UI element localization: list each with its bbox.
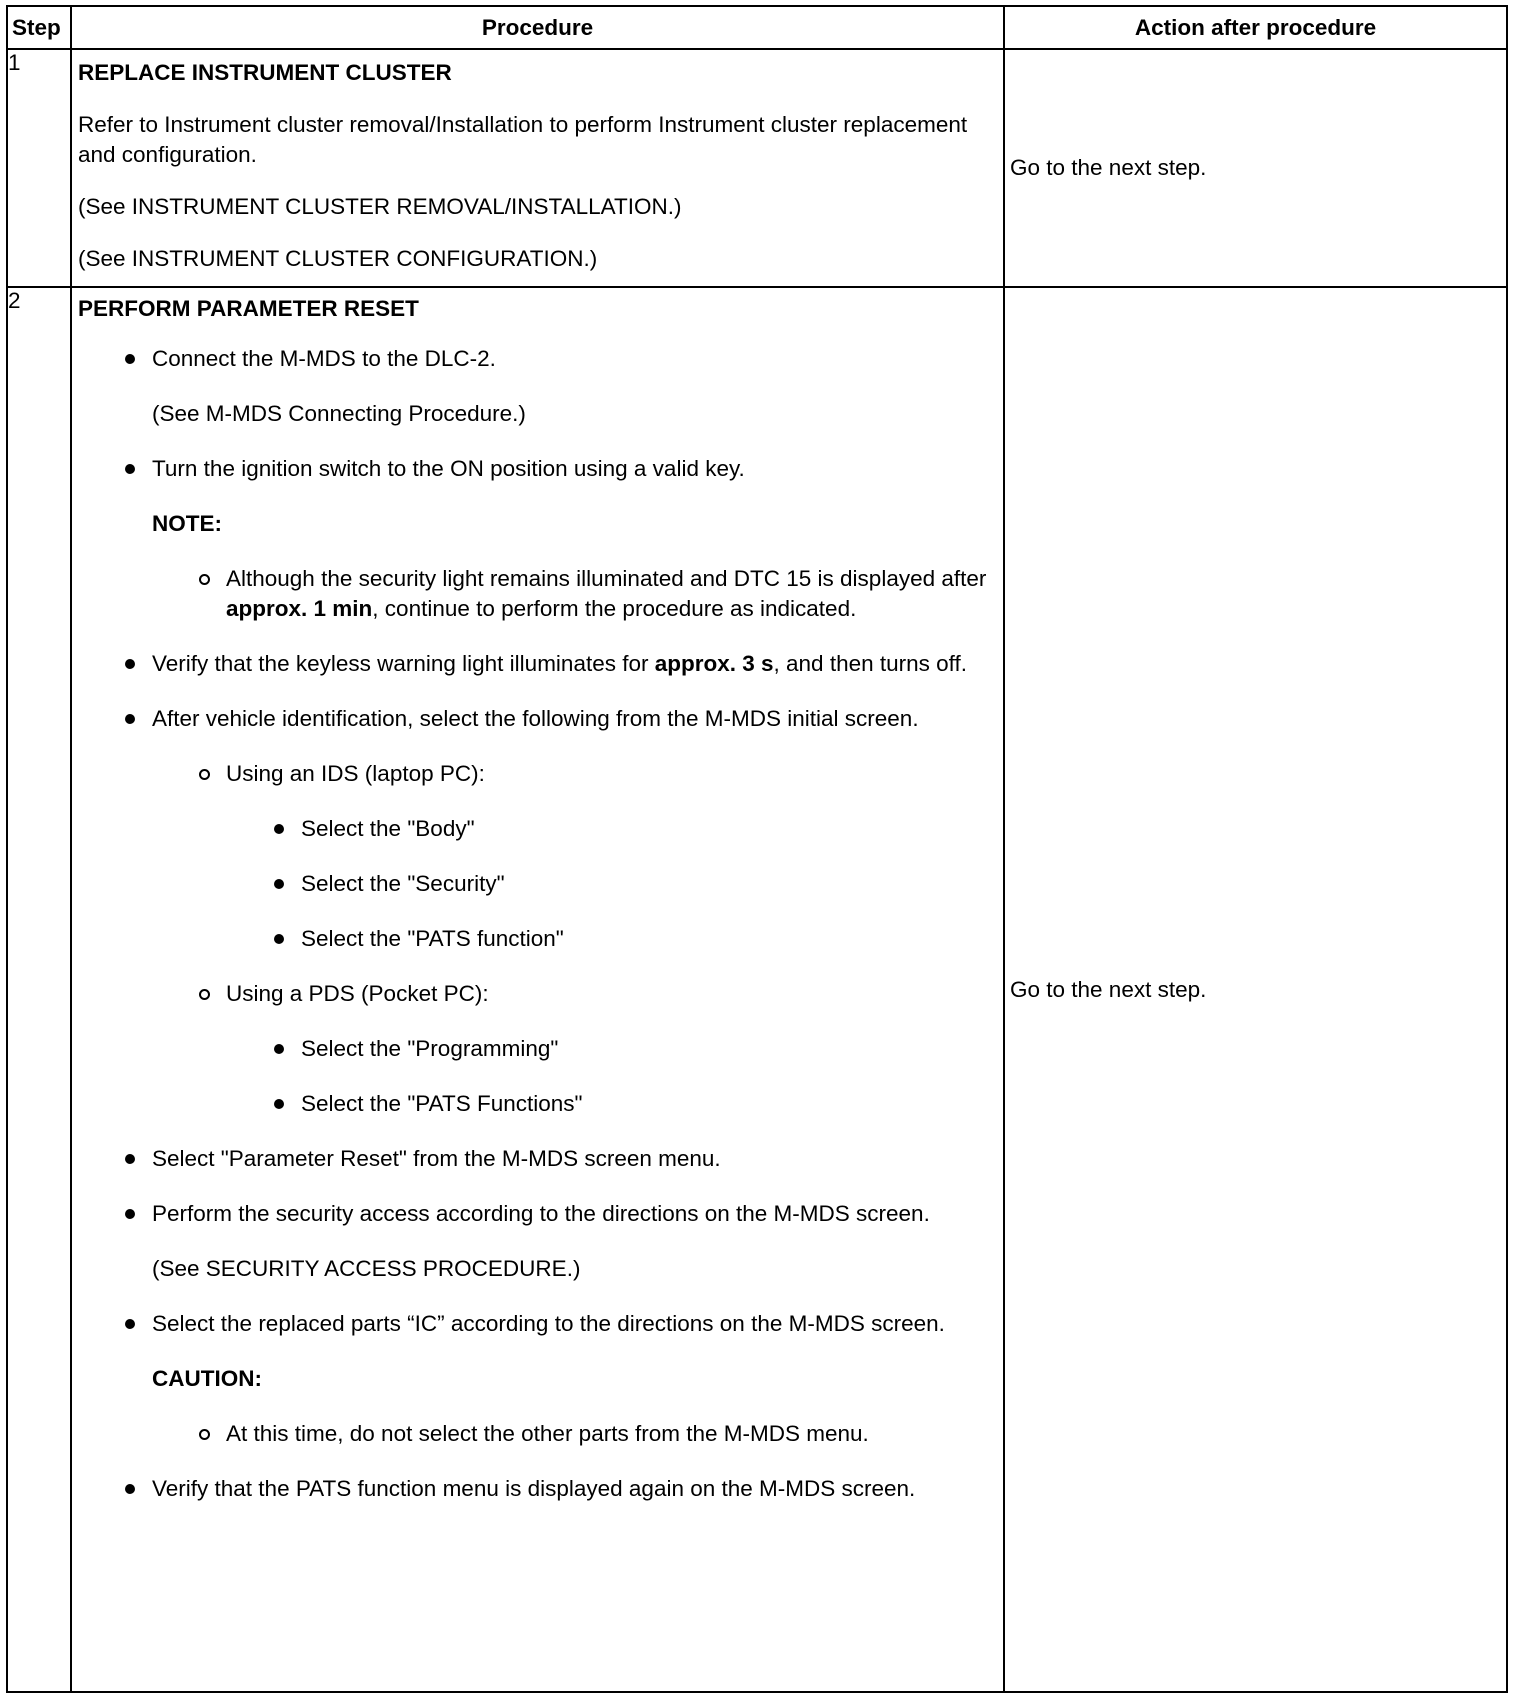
bullet-icon <box>274 1044 284 1054</box>
header-row <box>7 6 1507 49</box>
see-reference[interactable]: (See M-MDS Connecting Procedure.) <box>152 401 526 426</box>
header-step: Step <box>7 6 71 49</box>
see-reference[interactable]: (See INSTRUMENT CLUSTER REMOVAL/INSTALLATION.) <box>78 194 682 219</box>
bullet-icon <box>125 659 135 669</box>
list-item: Connect the M-MDS to the DLC-2. <box>78 344 997 374</box>
circle-bullet-icon <box>199 1429 210 1440</box>
bullet-icon <box>125 1154 135 1164</box>
circle-bullet-icon <box>199 574 210 585</box>
bullet-icon <box>274 934 284 944</box>
table-row <box>7 49 1507 287</box>
list-item: Perform the security access according to the directions on the M-MDS screen. <box>78 1199 997 1229</box>
circle-bullet-icon <box>199 769 210 780</box>
list-item: After vehicle identification, select the following from the M-MDS initial screen. <box>78 704 997 734</box>
list-item: Select the "Body" <box>78 814 997 844</box>
list-item: Select the "Programming" <box>78 1034 997 1064</box>
note-label: NOTE: <box>152 511 222 536</box>
list-item: Turn the ignition switch to the ON position using a valid key. <box>78 454 997 484</box>
bullet-icon <box>125 354 135 364</box>
list-item: Using a PDS (Pocket PC): <box>78 979 997 1009</box>
caution-label: CAUTION: <box>152 1366 262 1391</box>
see-reference[interactable]: (See SECURITY ACCESS PROCEDURE.) <box>152 1256 581 1281</box>
procedure-table <box>6 5 1508 1693</box>
list-item: Select the "PATS Functions" <box>78 1089 997 1119</box>
list-item: Using an IDS (laptop PC): <box>78 759 997 789</box>
procedure-cell <box>71 287 1004 1692</box>
bullet-icon <box>125 1209 135 1219</box>
see-reference[interactable]: (See INSTRUMENT CLUSTER CONFIGURATION.) <box>78 246 598 271</box>
step-paragraph: Refer to Instrument cluster removal/Installation to perform Instrument cluster replacement and configuration. <box>78 112 968 167</box>
bullet-icon <box>125 1319 135 1329</box>
step-title: PERFORM PARAMETER RESET <box>78 296 419 321</box>
step-number: 2 <box>7 287 71 1692</box>
bullet-icon <box>125 1484 135 1494</box>
circle-bullet-icon <box>199 989 210 1000</box>
step-title: REPLACE INSTRUMENT CLUSTER <box>78 60 452 85</box>
step-number: 1 <box>7 49 71 287</box>
bullet-icon <box>274 1099 284 1109</box>
action-cell: Go to the next step. <box>1004 49 1507 287</box>
action-cell: Go to the next step. <box>1004 287 1507 1692</box>
bullet-icon <box>274 824 284 834</box>
header-procedure: Procedure <box>71 6 1004 49</box>
procedure-cell <box>71 49 1004 287</box>
bullet-icon <box>125 714 135 724</box>
bullet-icon <box>274 879 284 889</box>
list-item: Although the security light remains illuminated and DTC 15 is displayed after approx. 1 min, continue to perform the procedure as indicated. <box>78 564 997 624</box>
list-item: Select the replaced parts “IC” according to the directions on the M-MDS screen. <box>78 1309 997 1339</box>
table-row <box>7 287 1507 1692</box>
list-item: Select the "PATS function" <box>78 924 997 954</box>
list-item: Verify that the keyless warning light illuminates for approx. 3 s, and then turns off. <box>78 649 997 679</box>
list-item: Select the "Security" <box>78 869 997 899</box>
list-item: Select "Parameter Reset" from the M-MDS screen menu. <box>78 1144 997 1174</box>
list-item: At this time, do not select the other parts from the M-MDS menu. <box>78 1419 997 1449</box>
bullet-icon <box>125 464 135 474</box>
header-action: Action after procedure <box>1004 6 1507 49</box>
list-item: Verify that the PATS function menu is displayed again on the M-MDS screen. <box>78 1474 997 1504</box>
